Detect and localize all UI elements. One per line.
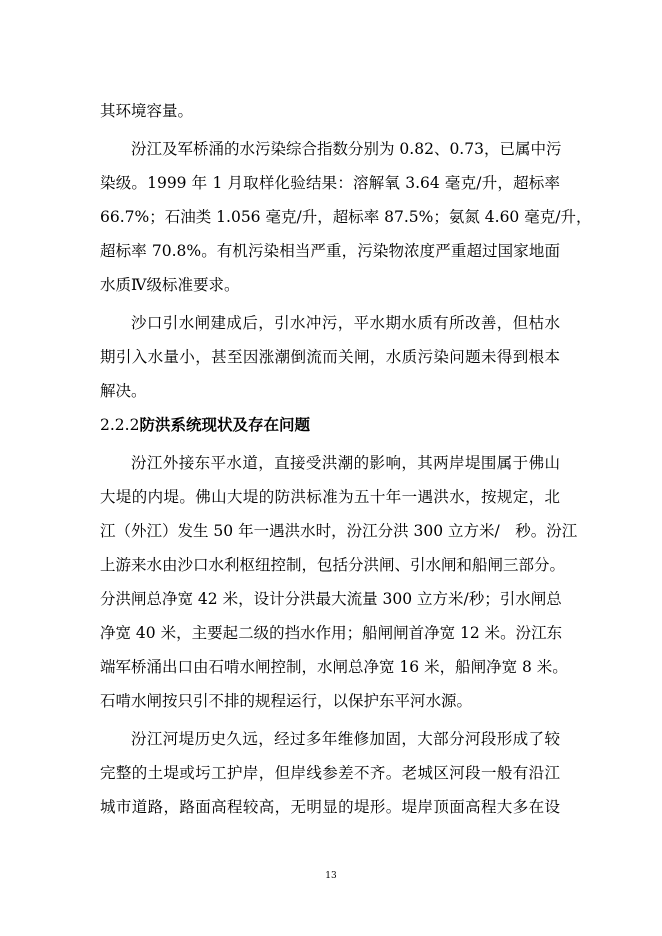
text-line: 净宽 40 米，主要起二级的挡水作用；船闸闸首净宽 12 米。汾江东 [100, 624, 563, 642]
text-line: 66.7%；石油类 1.056 毫克/升，超标率 87.5%；氨氮 4.60 毫克/升， [100, 208, 592, 226]
text-line: 石啃水闸按只引不排的规程运行，以保护东平河水源。 [100, 692, 473, 710]
text-line: 大堤的内堤。佛山大堤的防洪标准为五十年一遇洪水，按规定，北 [100, 488, 560, 506]
text-line: 江（外江）发生 50 年一遇洪水时，汾江分洪 300 立方米/ 秒。汾江 [100, 522, 578, 540]
section-number: 2.2.2 [100, 416, 140, 434]
text-line: 水质Ⅳ级标准要求。 [100, 276, 240, 294]
section-title: 防洪系统现状及存在问题 [139, 415, 310, 434]
text-line: 染级。1999 年 1 月取样化验结果：溶解氧 3.64 毫克/升，超标率 [100, 174, 560, 192]
text-line: 分洪闸总净宽 42 米，设计分洪最大流量 300 立方米/秒；引水闸总 [100, 590, 562, 608]
text-line: 超标率 70.8%。有机污染相当严重，污染物浓度严重超过国家地面 [100, 242, 560, 260]
section-heading [100, 413, 560, 437]
text-line: 汾江外接东平水道，直接受洪潮的影响，其两岸堤围属于佛山 [131, 454, 560, 472]
text-line: 其环境容量。 [100, 102, 194, 120]
text-line: 端军桥涌出口由石啃水闸控制，水闸总净宽 16 米，船闸净宽 8 米。 [100, 658, 568, 676]
text-line: 汾江及军桥涌的水污染综合指数分别为 0.82、0.73，已属中污 [131, 140, 562, 158]
text-line: 上游来水由沙口水利枢纽控制，包括分洪闸、引水闸和船闸三部分。 [100, 556, 566, 574]
text-line: 完整的土堤或圬工护岸，但岸线参差不齐。老城区河段一般有沿江 [100, 764, 560, 782]
text-line: 期引入水量小，甚至因涨潮倒流而关闸，水质污染问题未得到根本 [100, 348, 560, 366]
page-number: 13 [325, 871, 337, 881]
text-line: 沙口引水闸建成后，引水冲污，平水期水质有所改善，但枯水 [131, 314, 560, 332]
text-line: 汾江河堤历史久远，经过多年维修加固，大部分河段形成了较 [131, 730, 560, 748]
text-line: 城市道路，路面高程较高，无明显的堤形。堤岸顶面高程大多在设 [100, 798, 560, 816]
text-line: 解决。 [100, 382, 147, 400]
